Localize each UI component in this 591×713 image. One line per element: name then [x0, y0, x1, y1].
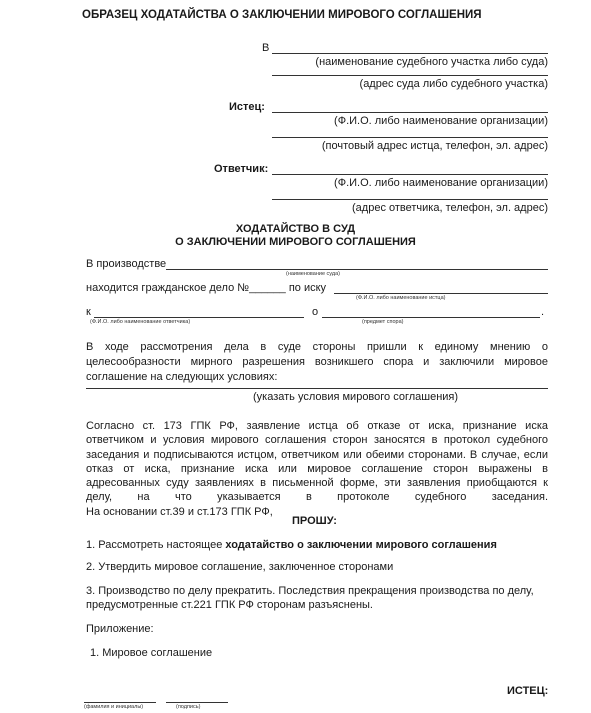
plaintiff-field[interactable] — [334, 293, 548, 294]
intro-line: В ходе рассмотрения дела в суде стороны пришли к единому мнению о — [86, 341, 548, 353]
dispute-field-hint: (предмет спора) — [362, 319, 404, 325]
dispute-field[interactable] — [322, 317, 540, 318]
law-line: ответчиком и условия мирового соглашения сторон заносятся в протокол судебного — [86, 434, 548, 447]
court-name-hint: (наименование судебного участка либо суда) — [315, 56, 548, 68]
law-line: заседания и подписываются истцом, ответчиком или обеими сторонами. В случае, если — [86, 448, 548, 461]
name-initials-hint: (фамилия и инициалы) — [84, 704, 144, 710]
intro-paragraph — [86, 340, 548, 385]
request-item-1 — [86, 539, 497, 551]
defendant-name-line[interactable] — [272, 174, 548, 175]
court-address-hint: (адрес суда либо судебного участка) — [359, 78, 548, 90]
request-heading: ПРОШУ: — [292, 515, 337, 527]
attachment-item: 1. Мировое соглашение — [90, 647, 213, 659]
plaintiff-address-hint: (почтовый адрес истца, телефон, эл. адрес) — [321, 140, 548, 152]
court-address-line[interactable] — [272, 75, 548, 76]
request-item-1-bold: ходатайство о заключении мирового соглашения — [225, 539, 497, 551]
signature-line[interactable] — [166, 702, 228, 703]
defendant-address-line[interactable] — [272, 199, 548, 200]
motion-title-line2: О ЗАКЛЮЧЕНИИ МИРОВОГО СОГЛАШЕНИЯ — [175, 236, 416, 248]
in-proceedings-label: В производстве — [86, 258, 167, 270]
request-item-3-line1: 3. Производство по делу прекратить. Последствия прекращения производства по делу, — [86, 585, 534, 597]
plaintiff-label: Истец: — [229, 101, 265, 113]
law-line: делу, на что указывается в протоколе судебного заседания. — [86, 491, 548, 504]
law-line: адресованных суду заявлениях в письменной форме, эти заявления приобщаются к — [86, 477, 548, 490]
to-label: к — [86, 306, 91, 318]
request-item-1-prefix: 1. Рассмотреть настоящее — [86, 539, 226, 551]
signature-hint: (подпись) — [176, 704, 201, 710]
request-item-2: 2. Утвердить мировое соглашение, заключенное сторонами — [86, 561, 394, 573]
attachment-label: Приложение: — [86, 623, 154, 635]
conditions-field[interactable] — [86, 388, 548, 389]
court-name-line[interactable] — [272, 53, 548, 54]
court-prefix: В — [262, 42, 270, 54]
law-line: отказ от иска, признание иска или мировое соглашение сторон выражены в — [86, 462, 548, 475]
intro-line: целесообразности мирного разрешения возникшего спора и заключили мировое — [86, 356, 548, 368]
plaintiff-address-line[interactable] — [272, 137, 548, 138]
law-line: На основании ст.39 и ст.173 ГПК РФ, — [86, 505, 273, 518]
document-title: ОБРАЗЕЦ ХОДАТАЙСТВА О ЗАКЛЮЧЕНИИ МИРОВОГО СОГЛАШЕНИЯ — [82, 9, 482, 21]
defendant-address-hint: (адрес ответчика, телефон, эл. адрес) — [352, 202, 548, 214]
defendant-name-hint: (Ф.И.О. либо наименование организации) — [334, 177, 548, 189]
defendant-label: Ответчик: — [214, 163, 269, 175]
name-initials-line[interactable] — [84, 702, 156, 703]
plaintiff-name-hint: (Ф.И.О. либо наименование организации) — [334, 115, 548, 127]
law-line: Согласно ст. 173 ГПК РФ, заявление истца об отказе от иска, признание иска — [86, 420, 548, 432]
signature-label: ИСТЕЦ: — [507, 685, 549, 697]
court-name-field[interactable] — [166, 269, 548, 270]
request-item-3-line2: предусмотренные ст.221 ГПК РФ сторонам разъяснены. — [86, 599, 373, 611]
law-paragraph — [86, 419, 548, 519]
motion-title-line1: ХОДАТАЙСТВО В СУД — [235, 223, 356, 235]
plaintiff-name-line[interactable] — [272, 112, 548, 113]
civil-case-label: находится гражданское дело №______ по иску — [86, 282, 327, 294]
defendant-field[interactable] — [94, 317, 304, 318]
conditions-hint: (указать условия мирового соглашения) — [253, 391, 459, 403]
case-period: . — [541, 306, 545, 318]
defendant-field-hint: (Ф.И.О. либо наименование ответчика) — [90, 319, 191, 325]
intro-line: соглашение на следующих условиях: — [86, 371, 278, 383]
plaintiff-field-hint: (Ф.И.О. либо наименование истца) — [356, 295, 446, 301]
court-field-hint: (наименование суда) — [286, 271, 340, 277]
about-label: о — [312, 306, 319, 318]
